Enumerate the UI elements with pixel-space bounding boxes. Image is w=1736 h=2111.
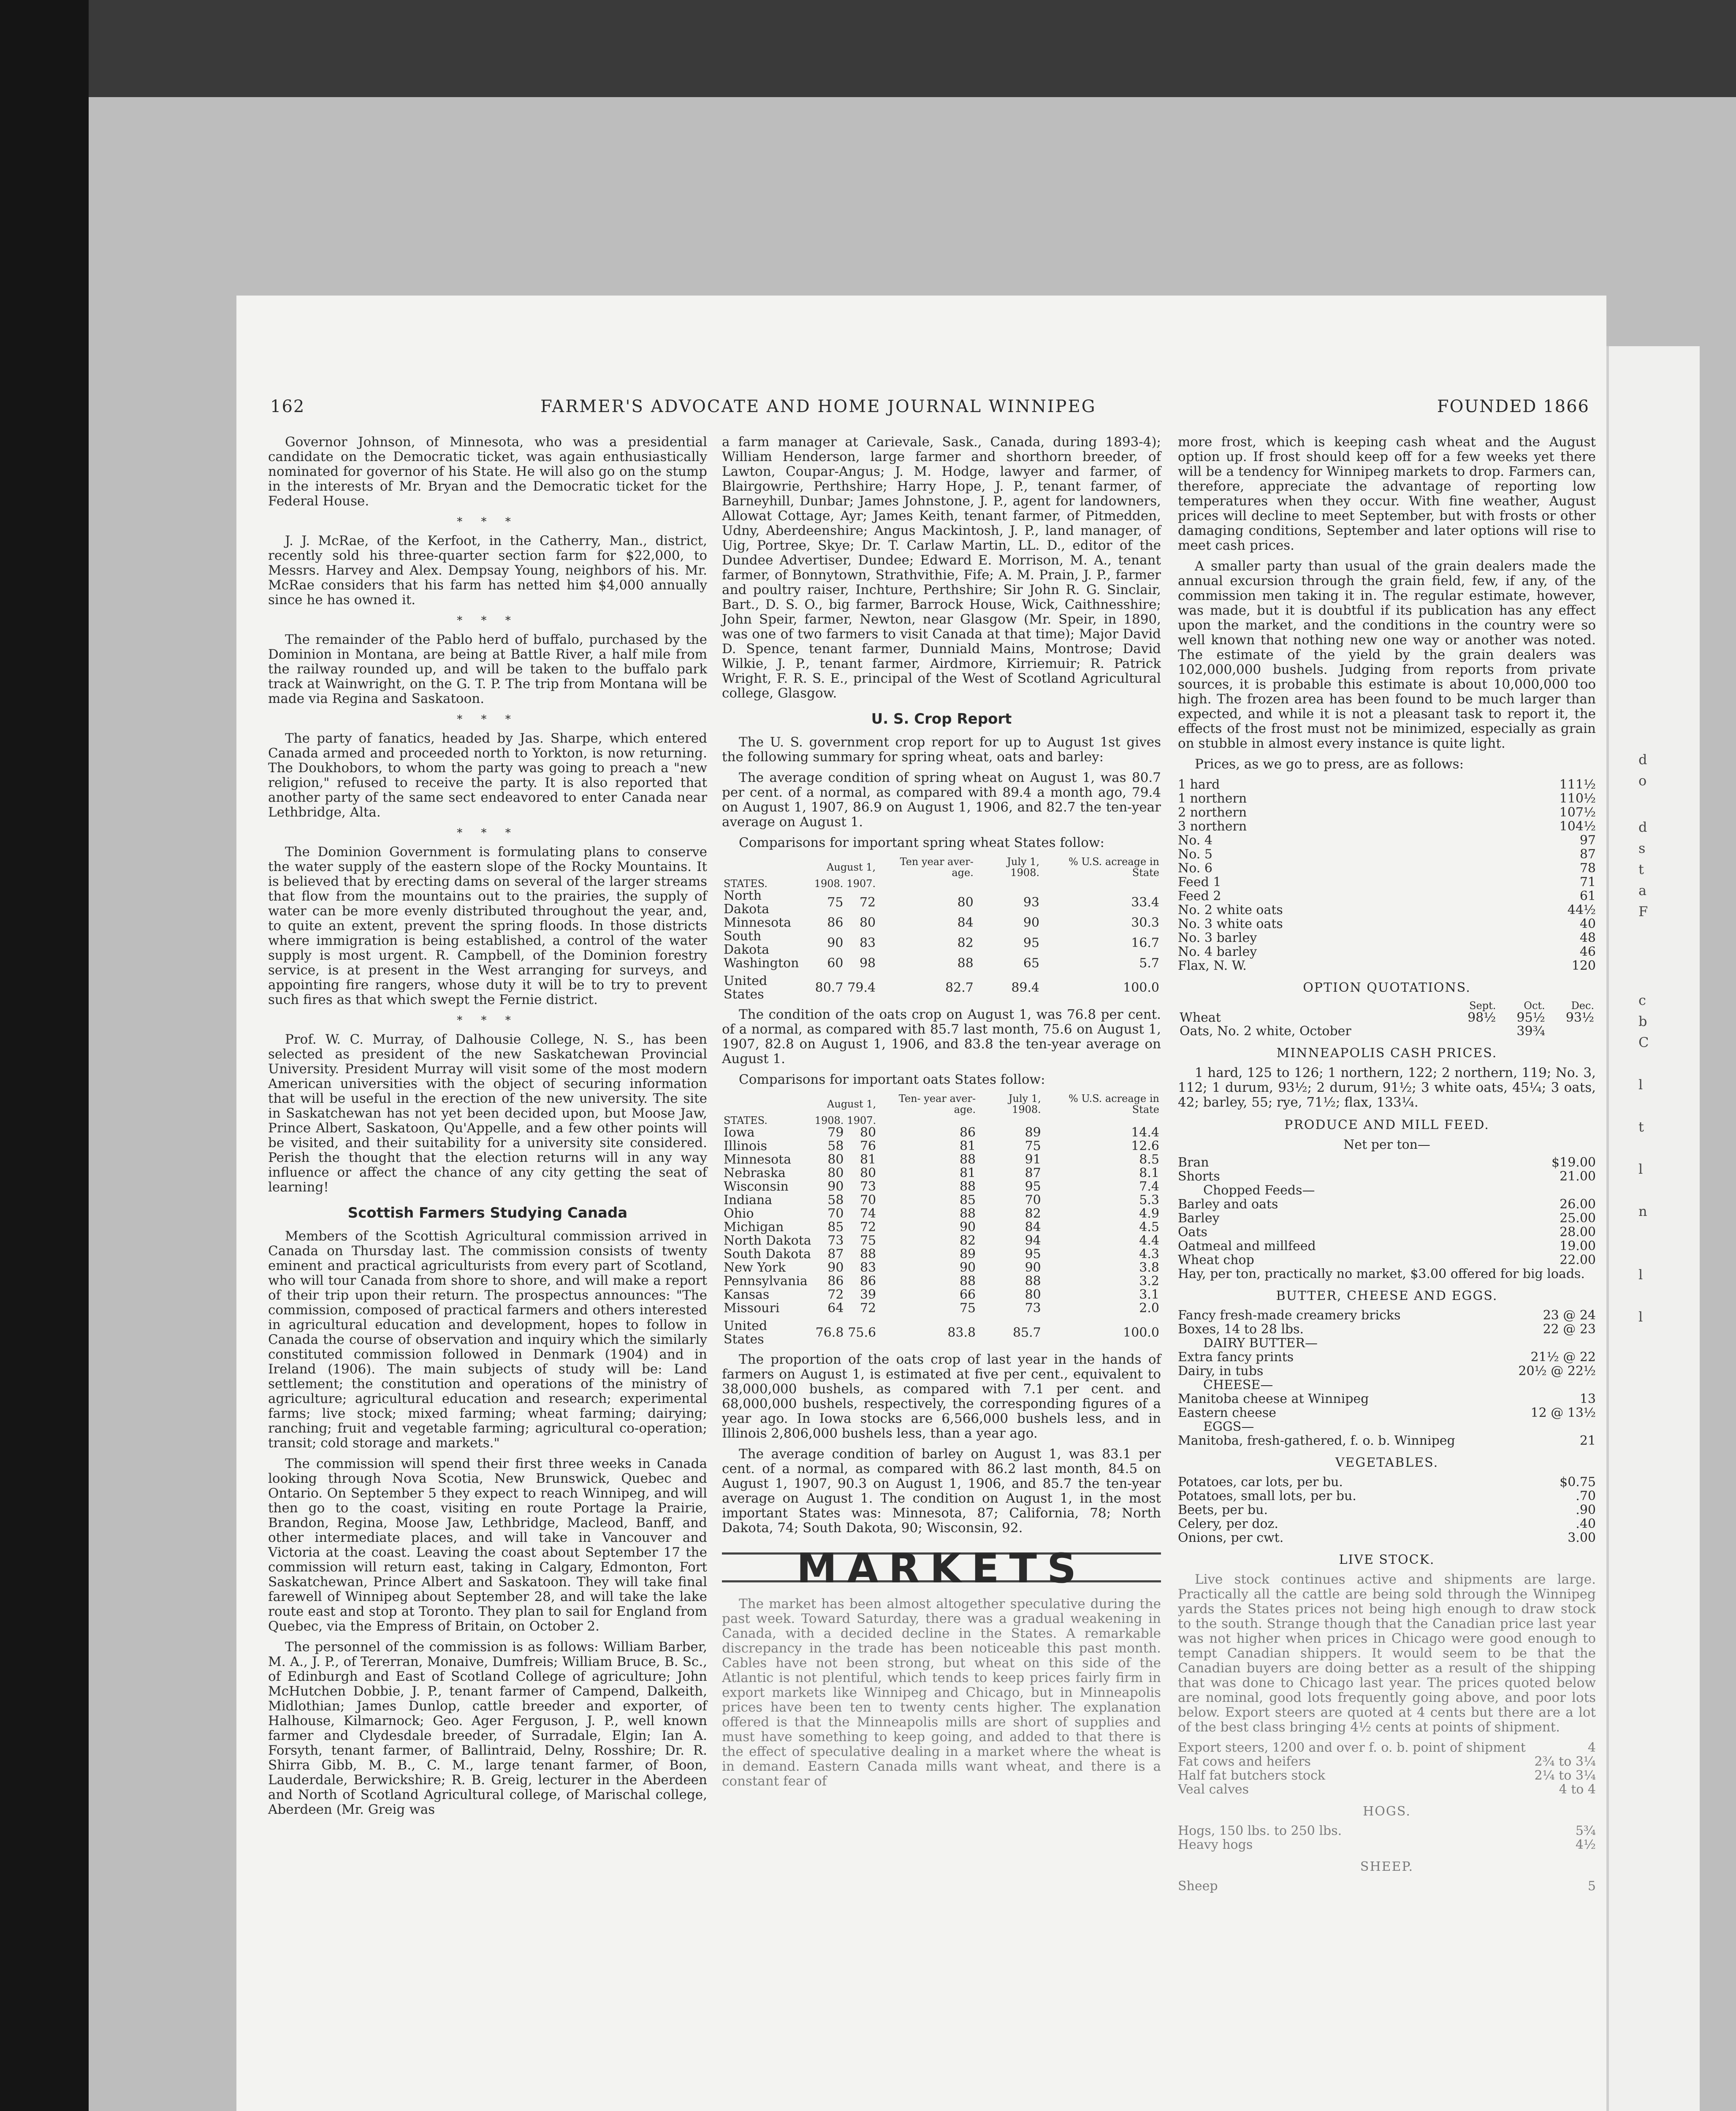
list-item: Shorts 21.00 (1178, 1169, 1596, 1184)
list-item: No. 2 white oats 44½ (1178, 903, 1596, 917)
column-header: % U.S. acreage in State (1069, 856, 1159, 879)
section-heading: MINNEAPOLIS CASH PRICES. (1276, 1046, 1497, 1061)
list-item: No. 6 78 (1178, 861, 1596, 876)
section-divider: * * * (457, 713, 518, 726)
paragraph: The remainder of the Pablo herd of buffalo, purchased by the Dominion in Montana, are being at Battle River, a half mile from the railway rounded up, and will be taken to the buffalo park track at Wainwright, on the G. T. P. The trip from Montana will be made via Regina and Saskatoon. (268, 632, 707, 706)
table-row: Missouri 64 72 75 73 2.0 (724, 1301, 1159, 1316)
list-item: CHEESE— (1203, 1378, 1273, 1392)
column-right (1178, 435, 1596, 1893)
paragraph: Live stock continues active and shipments are large. Practically all the cattle are being sold through the Winnipeg yards the States prices not being high enough to draw stock to the south. Strange though that the Canadian price last year was not higher when prices in Chicago were good enough to tempt Canadian shippers. It would seem to be that the Canadian buyers are doing better as a result of the shipping that was done to Chicago last year. The prices quoted below are nominal, good lots frequently going above, and poor lots below. Export steers are quoted at 4 cents but there are a lot of the best class bringing 4½ cents at points of shipment. (1178, 1572, 1596, 1735)
paragraph: The U. S. government crop report for up to August 1st gives the following summary for spring wheat, oats and barley: (722, 735, 1161, 765)
publication-title: FARMER'S ADVOCATE AND HOME JOURNAL WINNIPEG (540, 397, 1096, 416)
section-heading: OPTION QUOTATIONS. (1303, 980, 1471, 995)
list-item: Fancy fresh-made creamery bricks 23 @ 24 (1178, 1308, 1596, 1323)
list-item: No. 3 barley 48 (1178, 931, 1596, 945)
list-item: Eastern cheese 12 @ 13½ (1178, 1406, 1596, 1420)
list-item: Oats 28.00 (1178, 1225, 1596, 1240)
newspaper-page (236, 296, 1606, 2111)
paragraph: A smaller party than usual of the grain dealers made the annual excursion through the grain field, few, if any, of the commission men taking it in. The regular estimate, however, was made, but it is doubtful if its publication has any effect upon the market, and the conditions in the country were so well known that nothing new one way or another was noted. The estimate of the yield by the grain dealers was 102,000,000 bushels. Judging from reports from private sources, it is probable this estimate is about 10,000,000 too high. The frozen area has been found to be much larger than expected, and while it is not a pleasant task to report it, the effects of the frost must not be minimized, especially as grain on stubble in almost every instance is quite light. (1178, 559, 1596, 751)
paragraph: Comparisons for important spring wheat States follow: (739, 835, 1104, 850)
edge-letter: c (1638, 992, 1646, 1008)
edge-letter: t (1638, 1119, 1644, 1135)
table-row: Illinois 58 76 81 75 12.6 (724, 1139, 1159, 1153)
table-row: Oats, No. 2 white, October 39¾ (1180, 1024, 1545, 1039)
edge-letter: s (1638, 840, 1646, 856)
table-row: North Dakota 75 72 80 93 33.4 (724, 888, 1159, 917)
sheep-price-list (1178, 1879, 1596, 1893)
paragraph: The market has been almost altogether speculative during the past week. Toward Saturday, there was a gradual weakening in Canada, with a decided decline in the States. A remarkable discrepancy in the trade has been noticeable this past month. Cables have not been strong, but wheat on this side of the Atlantic is not plentiful, which tends to keep prices fairly firm in export markets like Winnipeg and Chicago, but in Minneapolis prices have been ten to twenty cents higher. The explanation offered is that the Minneapolis mills are short of supplies and must have something to keep going, and added to that there is the effect of speculative dealing in a market where the wheat is in demand. Eastern Canada mills want wheat, and there is a constant fear of (722, 1596, 1161, 1789)
table-row: Ohio 70 74 88 82 4.9 (724, 1206, 1159, 1221)
column-middle (722, 435, 1161, 1795)
founded-line: FOUNDED 1866 (1437, 397, 1590, 416)
list-item: Dairy, in tubs 20½ @ 22½ (1178, 1364, 1596, 1378)
column-header: STATES. (724, 1115, 768, 1126)
table-row: Pennsylvania 86 86 88 88 3.2 (724, 1274, 1159, 1289)
list-item: Onions, per cwt. 3.00 (1178, 1530, 1596, 1545)
paragraph: a farm manager at Carievale, Sask., Canada, during 1893-4); William Henderson, large farmer and shorthorn breeder, of Lawton, Coupar-Angus; J. M. Hodge, lawyer and farmer, of Blairgowrie, Perthshire; Harry Hope, J. P., tenant farmer, of Barneyhill, Dunbar; James Johnstone, J. P., agent for landowners, Allowat Cottage, Ayr; James Keith, tenant farmer, of Pitmedden, Udny, Aberdeenshire; Angus Mackintosh, J. P., land manager, of Uig, Portree, Skye; Dr. T. Carlaw Martin, LL. D., editor of the Dundee Advertiser, Dundee; Edward E. Morrison, M. A., tenant farmer, of Bonnytown, Strathvithie, Fife; A. M. Prain, J. P., farmer and poultry raiser, Inchture, Perthshire; Sir John R. G. Sinclair, Bart., D. S. O., big farmer, Barrock House, Wick, Caithnesshire; John Speir, farmer, Newton, near Glasgow (Mr. Speir, in 1890, was one of two farmers to visit Canada at that time); Major David D. Spence, tenant farmer, Dunniald Mains, Montrose; David Wilkie, J. P., tenant farmer, Airdmore, Kirriemuir; R. Patrick Wright, F. R. S. E., principal of the West of Scotland Agricultural college, Glasgow. (722, 434, 1161, 701)
column-header: August 1, (827, 1098, 876, 1110)
paragraph: 1 hard, 125 to 126; 1 northern, 122; 2 northern, 119; No. 3, 112; 1 durum, 93½; 2 durum, 91½; 3 white oats, 45¼; 3 oats, 42; barley, 55; rye, 71½; flax, 133¼. (1178, 1065, 1596, 1110)
table-row: New York 90 83 90 90 3.8 (724, 1260, 1159, 1275)
column-header: 1907. (846, 878, 876, 890)
list-item: Fat cows and heifers 2¾ to 3¼ (1178, 1754, 1596, 1769)
column-header: August 1, (827, 861, 876, 873)
paragraph: The condition of the oats crop on August 1, was 76.8 per cent. of a normal, as compared with 85.7 last month, 75.6 on August 1, 1907, 82.8 on August 1, 1906, and 83.8 the ten-year average on August 1. (722, 1007, 1161, 1066)
spring-wheat-table (722, 856, 1161, 1001)
hogs-price-list (1178, 1824, 1596, 1852)
list-item: Celery, per doz. .40 (1178, 1517, 1596, 1531)
section-subheading: Net per ton— (1343, 1137, 1430, 1152)
list-item: 1 northern 110½ (1178, 791, 1596, 806)
paragraph: The personnel of the commission is as follows: William Barber, M. A., J. P., of Tererran, Monaive, Dumfreis; William Bruce, B. Sc., of Edinburgh and East of Scotland College of agriculture; John McHutchen Dobbie, J. P., tenant farmer of Campend, Dalkeith, Midlothian; James Dunlop, cattle breeder and exporter, of Halhouse, Kilmarnock; Geo. Ager Ferguson, J. P., well known farmer and Clydesdale breeder, of Surradale, Elgin; Ian A. Forsyth, tenant farmer, of Ballintraid, Delny, Rosshire; Dr. R. Shirra Gibb, M. B., C. M., large tenant farmer, of Boon, Lauderdale, Berwickshire; R. B. Greig, lecturer in the Aberdeen and North of Scotland Agricultural college, of Marischal college, Aberdeen (Mr. Greig was (268, 1639, 707, 1817)
list-item: EGGS— (1203, 1420, 1254, 1434)
edge-letter: l (1638, 1267, 1643, 1283)
section-divider: * * * (457, 516, 518, 528)
table-row: Indiana 58 70 85 70 5.3 (724, 1193, 1159, 1207)
list-item: Oatmeal and millfeed 19.00 (1178, 1239, 1596, 1254)
section-heading: VEGETABLES. (1335, 1455, 1439, 1470)
table-row: South Dakota 90 83 82 95 16.7 (724, 929, 1159, 957)
page-header (236, 397, 1606, 422)
paragraph: Prices, as we go to press, are as follows: (1195, 757, 1464, 772)
edge-letter: d (1638, 752, 1647, 768)
column-header: 1908. (814, 878, 844, 890)
article-heading: Scottish Farmers Studying Canada (347, 1205, 628, 1221)
section-divider: * * * (457, 1014, 518, 1027)
list-item: Hogs, 150 lbs. to 250 lbs. 5¾ (1178, 1823, 1596, 1838)
paragraph: The Dominion Government is formulating plans to conserve the water supply of the eastern slope of the Rocky Mountains. It is believed that by erecting dams on several of the larger streams that flow from the mountains out to the prairies, the supply of water can be more evenly distributed throughout the year, and, to quite an extent, prevent the spring floods. In those districts where immigration is being established, a control of the water supply is most urgent. R. Campbell, of the Dominion forestry service, is at present in the West arranging for surveys, and appointing fire rangers, whose duty it will be to try to prevent such fires as that which swept the Fernie district. (268, 844, 707, 1007)
edge-letter: l (1638, 1161, 1643, 1177)
list-item: Heavy hogs 4½ (1178, 1837, 1596, 1852)
list-item: Export steers, 1200 and over f. o. b. point of shipment 4 (1178, 1740, 1596, 1755)
paragraph: more frost, which is keeping cash wheat and the August option up. If frost should keep off for a few weeks yet there will be a tendency for Winnipeg markets to drop. Farmers can, therefore, appreciate the advantage of reporting low temperatures when they occur. With fine weather, August prices will decline to meet September, but with frosts or other damaging conditions, September and later options will rise to meet cash prices. (1178, 434, 1596, 553)
paragraph: Comparisons for important oats States follow: (739, 1072, 1045, 1087)
list-item: Chopped Feeds— (1203, 1183, 1315, 1197)
list-item: No. 3 white oats 40 (1178, 917, 1596, 931)
list-item: 1 hard 111½ (1178, 777, 1596, 792)
vegetable-price-list (1178, 1475, 1596, 1545)
edge-letter: F (1638, 904, 1648, 920)
table-row: Nebraska 80 80 81 87 8.1 (724, 1166, 1159, 1180)
table-row: Minnesota 80 81 88 91 8.5 (724, 1152, 1159, 1167)
column-header: Ten- year aver- age. (898, 1093, 976, 1115)
paragraph: The party of fanatics, headed by Jas. Sharpe, which entered Canada armed and proceeded north to Yorkton, is now returning. The Doukhobors, to whom the party was going to preach a "new religion," refused to receive the party. It is also reported that another party of the same sect endeavored to enter Canada near Lethbridge, Alta. (268, 731, 707, 820)
page-number: 162 (270, 397, 305, 416)
list-item: Manitoba, fresh-gathered, f. o. b. Winnipeg 21 (1178, 1433, 1596, 1448)
option-quotations-table: Sept. Oct. Dec. Wheat 98½ 95½ 93½ Oats, No. 2 white, October 39¾ (1178, 1000, 1596, 1038)
edge-letter: b (1638, 1013, 1647, 1029)
list-item: No. 4 barley 46 (1178, 944, 1596, 959)
list-item: Flax, N. W. 120 (1178, 958, 1596, 973)
list-item: No. 4 97 (1178, 833, 1596, 848)
table-row: Wheat 98½ 95½ 93½ (1180, 1010, 1594, 1025)
list-item: Hay, per ton, practically no market, $3.00 offered for big loads. (1178, 1267, 1585, 1281)
table-total-row: United States 80.7 79.4 82.7 89.4 100.0 (724, 974, 1159, 1002)
list-item: Potatoes, car lots, per bu. $0.75 (1178, 1475, 1596, 1490)
edge-letter: d (1638, 819, 1647, 835)
section-heading: PRODUCE AND MILL FEED. (1284, 1118, 1489, 1132)
list-item: Extra fancy prints 21½ @ 22 (1178, 1350, 1596, 1365)
list-item: 3 northern 104½ (1178, 819, 1596, 834)
list-item: Feed 1 71 (1178, 875, 1596, 890)
list-item: Potatoes, small lots, per bu. .70 (1178, 1489, 1596, 1503)
list-item: Wheat chop 22.00 (1178, 1253, 1596, 1267)
column-left (268, 435, 707, 1823)
column-header: 1907. (847, 1115, 876, 1126)
list-item: Beets, per bu. .90 (1178, 1503, 1596, 1517)
oats-table (722, 1093, 1161, 1346)
edge-letter: l (1638, 1309, 1643, 1325)
list-item: Feed 2 61 (1178, 889, 1596, 904)
paragraph: The commission will spend their first three weeks in Canada looking through Nova Scotia, New Brunswick, Quebec and Ontario. On September 5 they expect to reach Winnipeg, and will then go to the coast, visiting en route Portage la Prairie, Brandon, Regina, Moose Jaw, Lethbridge, Macleod, Banff, and other intermediate places, and will take in Vancouver and Victoria at the coast. Leaving the coast about September 17 the commission will return east, taking in Calgary, Edmonton, Fort Saskatchewan, Prince Albert and Saskatoon. They will take final farewell of Winnipeg about September 28, and will take the lake route east and stop at Toronto. They plan to sail for England from Quebec, via the Empress of Britain, on October 2. (268, 1456, 707, 1634)
list-item: 2 northern 107½ (1178, 805, 1596, 820)
markets-banner: MARKETS (722, 1552, 1161, 1582)
list-item: Barley 25.00 (1178, 1211, 1596, 1226)
section-divider: * * * (457, 614, 518, 627)
list-item: Barley and oats 26.00 (1178, 1197, 1596, 1212)
section-heading: LIVE STOCK. (1339, 1552, 1435, 1567)
column-header: July 1, 1908. (1008, 1093, 1041, 1115)
column-header: Ten year aver- age. (900, 856, 974, 879)
paragraph: The average condition of barley on August 1, was 83.1 per cent. of a normal, as compared with 86.2 last month, 84.5 on August 1, 1907, 90.3 on August 1, 1906, and 85.7 the ten-year average on August 1. The condition on August 1, in the most important States was: Minnesota, 87; California, 78; North Dakota, 74; South Dakota, 90; Wisconsin, 92. (722, 1446, 1161, 1536)
edge-letter: C (1638, 1034, 1649, 1050)
table-row: Kansas 72 39 66 80 3.1 (724, 1287, 1159, 1302)
list-item: Bran $19.00 (1178, 1155, 1596, 1170)
list-item: Half fat butchers stock 2¼ to 3¼ (1178, 1768, 1596, 1783)
paragraph: Governor Johnson, of Minnesota, who was a presidential candidate on the Democratic ticket, was again enthusiastically nominated for governor of his State. He will also go on the stump in the interests of Mr. Bryan and the Democratic ticket for the Federal House. (268, 434, 707, 509)
list-item: Manitoba cheese at Winnipeg 13 (1178, 1392, 1596, 1406)
column-header: STATES. (724, 878, 768, 890)
table-row: Michigan 85 72 90 84 4.5 (724, 1220, 1159, 1235)
list-item: DAIRY BUTTER— (1203, 1336, 1318, 1350)
list-item: Sheep 5 (1178, 1879, 1596, 1894)
paragraph: J. J. McRae, of the Kerfoot, in the Catherry, Man., district, recently sold his three-quarter section farm for $22,000, to Messrs. Harvey and Alex. Dempsay Young, neighbors of his. Mr. McRae considers that his farm has netted him $4,000 annually since he has owned it. (268, 533, 707, 608)
article-heading: U. S. Crop Report (871, 711, 1012, 727)
edge-letter: o (1638, 773, 1647, 789)
grain-price-list (1178, 778, 1596, 973)
edge-letter: a (1638, 882, 1647, 898)
produce-price-list (1178, 1156, 1596, 1281)
section-heading: BUTTER, CHEESE AND EGGS. (1276, 1289, 1498, 1303)
list-item: No. 5 87 (1178, 847, 1596, 862)
edge-letter: n (1638, 1203, 1647, 1219)
paragraph: The proportion of the oats crop of last year in the hands of farmers on August 1, is estimated at five per cent., equivalent to 38,000,000 bushels, as compared with 7.1 per cent. and 68,000,000 bushels, respectively, the corresponding figures of a year ago. In Iowa stocks are 6,566,000 bushels less, and in Illinois 2,806,000 bushels less, than a year ago. (722, 1352, 1161, 1441)
scan-border-top (89, 0, 1736, 106)
column-header: July 1, 1908. (1007, 856, 1040, 879)
paragraph: Members of the Scottish Agricultural commission arrived in Canada on Thursday last. The commission consists of twenty eminent and practical agriculturists from every part of Scotland, who will tour Canada from shore to shore, and will make a report of their trip upon their return. The prospectus announces: "The commission, composed of practical farmers and others interested in agricultural education and development, hopes to follow in Canada the course of observation and inquiry which the similarly constituted commission followed in Denmark (1904) and in Ireland (1906). The main subjects of study will be: Land settlement; the constitution and operations of the ministry of agriculture; agricultural education and research; experimental farms; live stock; mixed farming; wheat farming; dairying; ranching; fruit and vegetable farming; agricultural co-operation; transit; cold storage and markets." (268, 1229, 707, 1451)
scan-border-left (0, 0, 89, 2111)
list-item: Boxes, 14 to 28 lbs. 22 @ 23 (1178, 1322, 1596, 1337)
column-header: % U.S. acreage in State (1069, 1093, 1159, 1115)
table-row: North Dakota 73 75 82 94 4.4 (724, 1233, 1159, 1248)
edge-letter: l (1638, 1077, 1643, 1093)
edge-letter: t (1638, 861, 1644, 877)
next-page-edge (1606, 346, 1700, 2111)
table-row: Wisconsin 90 73 88 95 7.4 (724, 1179, 1159, 1194)
paragraph: The average condition of spring wheat on August 1, was 80.7 per cent. of a normal, as compared with 89.4 a month ago, 79.4 on August 1, 1907, 86.9 on August 1, 1906, and 82.7 the ten-year average on August 1. (722, 770, 1161, 830)
list-item: Veal calves 4 to 4 (1178, 1782, 1596, 1797)
paragraph: Prof. W. C. Murray, of Dalhousie College, N. S., has been selected as president of the new Saskatchewan Provincial University. President Murray will visit some of the most modern American universities with the object of securing information that will be useful in the erection of the new university. The site in Saskatchewan has not yet been decided upon, but Moose Jaw, Prince Albert, Saskatoon, Qu'Appelle, and a few other points will be visited, and their suitability for a university site considered. Perish the thought that the election returns will in any way influence or affect the chance of any city getting the seat of learning! (268, 1032, 707, 1195)
column-header: 1908. (814, 1115, 844, 1126)
butter-price-list (1178, 1308, 1596, 1448)
table-row: South Dakota 87 88 89 95 4.3 (724, 1247, 1159, 1262)
table-row: Iowa 79 80 86 89 14.4 (724, 1125, 1159, 1140)
section-heading: SHEEP. (1360, 1859, 1414, 1874)
table-total-row: United States 76.8 75.6 83.8 85.7 100.0 (724, 1319, 1159, 1347)
section-divider: * * * (457, 827, 518, 839)
table-row: Washington 60 98 88 65 5.7 (724, 956, 1159, 971)
section-heading: HOGS. (1363, 1804, 1411, 1819)
livestock-price-list (1178, 1741, 1596, 1796)
table-row: Minnesota 86 80 84 90 30.3 (724, 915, 1159, 930)
